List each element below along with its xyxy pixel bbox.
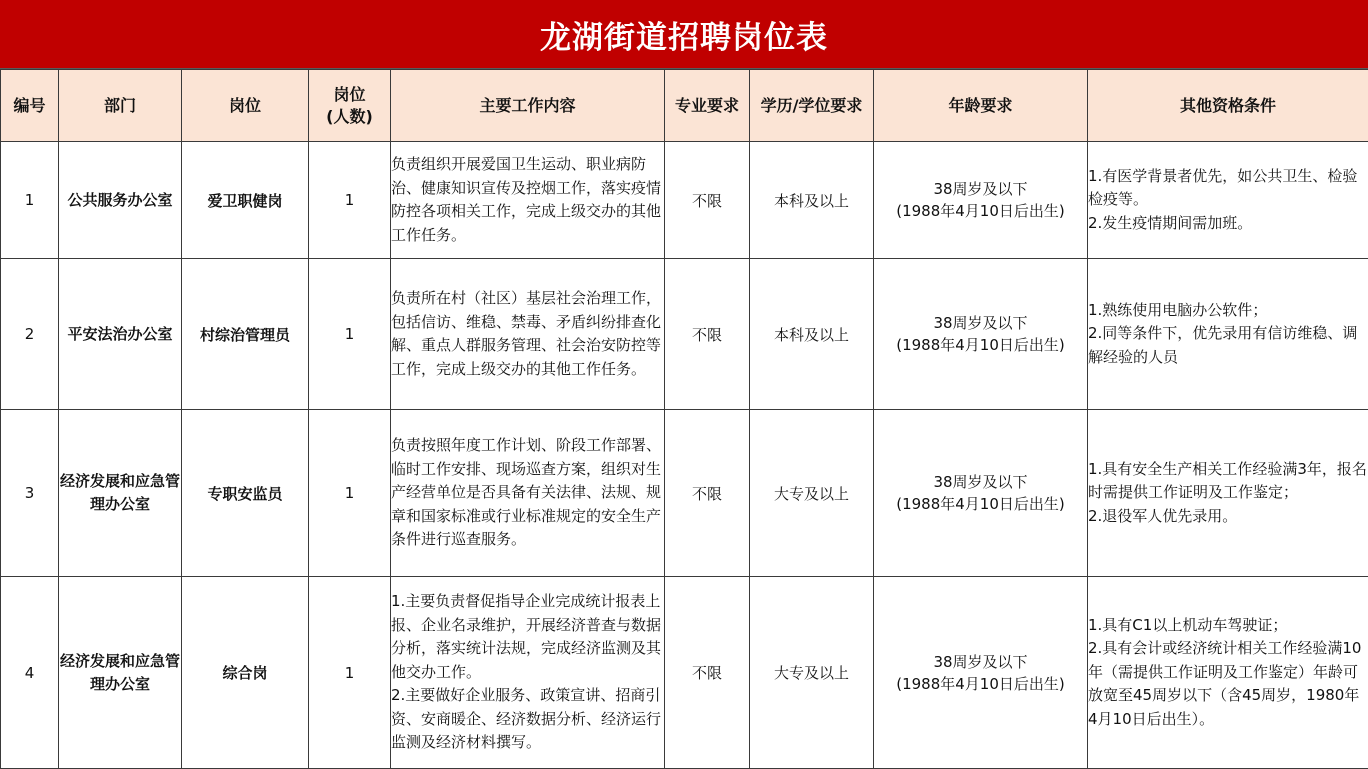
cell-duties[interactable]: 负责组织开展爱国卫生运动、职业病防治、健康知识宣传及控烟工作，落实疫情防控各项相关工作，完成上级交办的其他工作任务。 bbox=[391, 142, 665, 259]
header-other[interactable]: 其他资格条件 bbox=[1088, 70, 1368, 142]
title-banner bbox=[0, 0, 1368, 69]
cell-no[interactable]: 3 bbox=[1, 410, 59, 577]
cell-education[interactable]: 大专及以上 bbox=[750, 577, 874, 769]
cell-major[interactable]: 不限 bbox=[665, 259, 750, 410]
birth-date-limit: (1988年4月10日后出生) bbox=[896, 495, 1065, 513]
cell-education[interactable]: 本科及以上 bbox=[750, 259, 874, 410]
header-age[interactable]: 年龄要求 bbox=[874, 70, 1088, 142]
cell-position[interactable]: 爱卫职健岗 bbox=[182, 142, 309, 259]
cell-age[interactable] bbox=[874, 410, 1088, 577]
cell-other[interactable]: 1.熟练使用电脑办公软件； 2.同等条件下，优先录用有信访维稳、调解经验的人员 bbox=[1088, 259, 1368, 410]
cell-dept[interactable]: 公共服务办公室 bbox=[59, 142, 182, 259]
header-no[interactable]: 编号 bbox=[1, 70, 59, 142]
cell-position[interactable]: 综合岗 bbox=[182, 577, 309, 769]
header-row bbox=[1, 70, 1368, 142]
cell-no[interactable]: 2 bbox=[1, 259, 59, 410]
page-title: 龙湖街道招聘岗位表 bbox=[540, 19, 828, 56]
cell-duties[interactable]: 负责按照年度工作计划、阶段工作部署、临时工作安排、现场巡查方案，组织对生产经营单位是否具备有关法律、法规、规章和国家标准或行业标准规定的安全生产条件进行巡查服务。 bbox=[391, 410, 665, 577]
header-count[interactable]: 岗位 (人数) bbox=[309, 70, 391, 142]
age-limit: 38周岁及以下 bbox=[933, 652, 1028, 671]
cell-position[interactable]: 村综治管理员 bbox=[182, 259, 309, 410]
cell-duties[interactable]: 负责所在村（社区）基层社会治理工作，包括信访、维稳、禁毒、矛盾纠纷排查化解、重点人群服务管理、社会治安防控等工作，完成上级交办的其他工作任务。 bbox=[391, 259, 665, 410]
cell-duties[interactable]: 1.主要负责督促指导企业完成统计报表上报、企业名录维护，开展经济普查与数据分析，落实统计法规，完成经济监测及其他交办工作。 2.主要做好企业服务、政策宣讲、招商引资、安商暖企、经济数据分析、经济运行监测及经济材料撰写。 bbox=[391, 577, 665, 769]
cell-position[interactable]: 专职安监员 bbox=[182, 410, 309, 577]
cell-count[interactable]: 1 bbox=[309, 259, 391, 410]
cell-dept[interactable]: 经济发展和应急管理办公室 bbox=[59, 410, 182, 577]
table-row bbox=[1, 142, 1368, 259]
birth-date-limit: (1988年4月10日后出生) bbox=[896, 336, 1065, 354]
age-limit: 38周岁及以下 bbox=[933, 314, 1028, 332]
age-limit: 38周岁及以下 bbox=[933, 473, 1028, 491]
cell-age[interactable] bbox=[874, 142, 1088, 259]
cell-count[interactable]: 1 bbox=[309, 577, 391, 769]
recruitment-table bbox=[0, 69, 1368, 769]
header-dept[interactable]: 部门 bbox=[59, 70, 182, 142]
header-duties[interactable]: 主要工作内容 bbox=[391, 70, 665, 142]
cell-major[interactable]: 不限 bbox=[665, 577, 750, 769]
cell-dept[interactable]: 经济发展和应急管理办公室 bbox=[59, 577, 182, 769]
cell-no[interactable]: 1 bbox=[1, 142, 59, 259]
cell-major[interactable]: 不限 bbox=[665, 410, 750, 577]
header-major[interactable]: 专业要求 bbox=[665, 70, 750, 142]
cell-other[interactable]: 1.具有安全生产相关工作经验满3年，报名时需提供工作证明及工作鉴定； 2.退役军人优先录用。 bbox=[1088, 410, 1368, 577]
cell-education[interactable]: 大专及以上 bbox=[750, 410, 874, 577]
table-row bbox=[1, 577, 1368, 769]
cell-count[interactable]: 1 bbox=[309, 142, 391, 259]
birth-date-limit: (1988年4月10日后出生) bbox=[896, 202, 1065, 220]
cell-major[interactable]: 不限 bbox=[665, 142, 750, 259]
cell-no[interactable]: 4 bbox=[1, 577, 59, 769]
cell-count[interactable]: 1 bbox=[309, 410, 391, 577]
cell-age[interactable] bbox=[874, 577, 1088, 769]
age-limit: 38周岁及以下 bbox=[933, 180, 1028, 198]
cell-age[interactable] bbox=[874, 259, 1088, 410]
cell-education[interactable]: 本科及以上 bbox=[750, 142, 874, 259]
cell-dept[interactable]: 平安法治办公室 bbox=[59, 259, 182, 410]
cell-other[interactable]: 1.有医学背景者优先，如公共卫生、检验检疫等。 2.发生疫情期间需加班。 bbox=[1088, 142, 1368, 259]
table-row bbox=[1, 259, 1368, 410]
table-row bbox=[1, 410, 1368, 577]
cell-other[interactable]: 1.具有C1以上机动车驾驶证； 2.具有会计或经济统计相关工作经验满10年（需提供工作证明及工作鉴定）年龄可放宽至45周岁以下（含45周岁，1980年4月10日后出生）。 bbox=[1088, 577, 1368, 769]
header-education[interactable]: 学历/学位要求 bbox=[750, 70, 874, 142]
birth-date-limit: (1988年4月10日后出生) bbox=[896, 674, 1065, 693]
header-position[interactable]: 岗位 bbox=[182, 70, 309, 142]
